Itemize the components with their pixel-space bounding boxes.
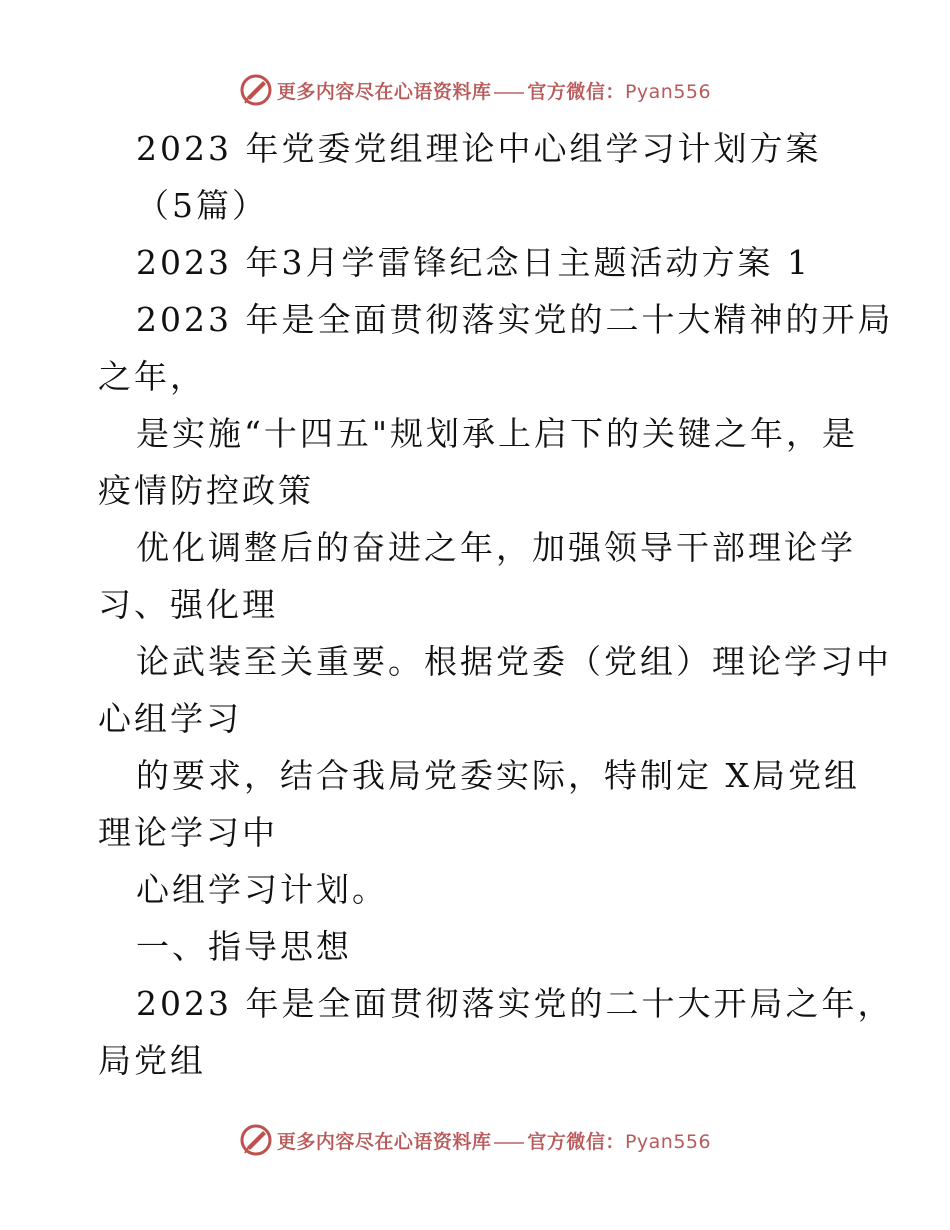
doc-line: 心组学习	[98, 699, 242, 738]
doc-subtitle: （5篇）	[136, 186, 268, 225]
doc-line: 优化调整后的奋进之年，加强领导干部理论学	[136, 528, 856, 567]
footer-brand: Pyan556	[624, 1130, 712, 1153]
footer-banner-text: 更多内容尽在心语资料库 官方微信：Pyan556	[276, 1130, 712, 1153]
header-watermark-banner	[0, 70, 950, 110]
header-banner-text: 更多内容尽在心语资料库 官方微信：Pyan556	[276, 80, 712, 103]
doc-line: 论武装至关重要。根据党委（党组）理论学习中	[136, 642, 892, 681]
footer-watermark-banner	[0, 1120, 950, 1160]
doc-line: 局党组	[98, 1041, 206, 1080]
section-heading: 一、指导思想	[136, 927, 352, 966]
doc-line: 2023 年是全面贯彻落实党的二十大精神的开局	[136, 300, 894, 339]
doc-line: 习、强化理	[98, 585, 278, 624]
quill-logo-icon	[239, 73, 273, 107]
doc-line: 心组学习计划。	[136, 870, 388, 909]
doc-line: 2023 年3月学雷锋纪念日主题活动方案 1	[136, 243, 811, 282]
doc-line: 是实施“十四五"规划承上启下的关键之年，是	[136, 414, 859, 453]
doc-line: 理论学习中	[98, 813, 278, 852]
doc-line: 的要求，结合我局党委实际，特制定 X局党组	[136, 756, 860, 795]
quill-logo-icon	[239, 1123, 273, 1157]
doc-line: 之年，	[98, 357, 206, 396]
doc-line: 疫情防控政策	[98, 471, 314, 510]
doc-title: 2023 年党委党组理论中心组学习计划方案	[136, 129, 822, 168]
document-body	[98, 120, 894, 1089]
doc-line: 2023 年是全面贯彻落实党的二十大开局之年，	[136, 984, 894, 1023]
header-brand: Pyan556	[624, 80, 712, 103]
